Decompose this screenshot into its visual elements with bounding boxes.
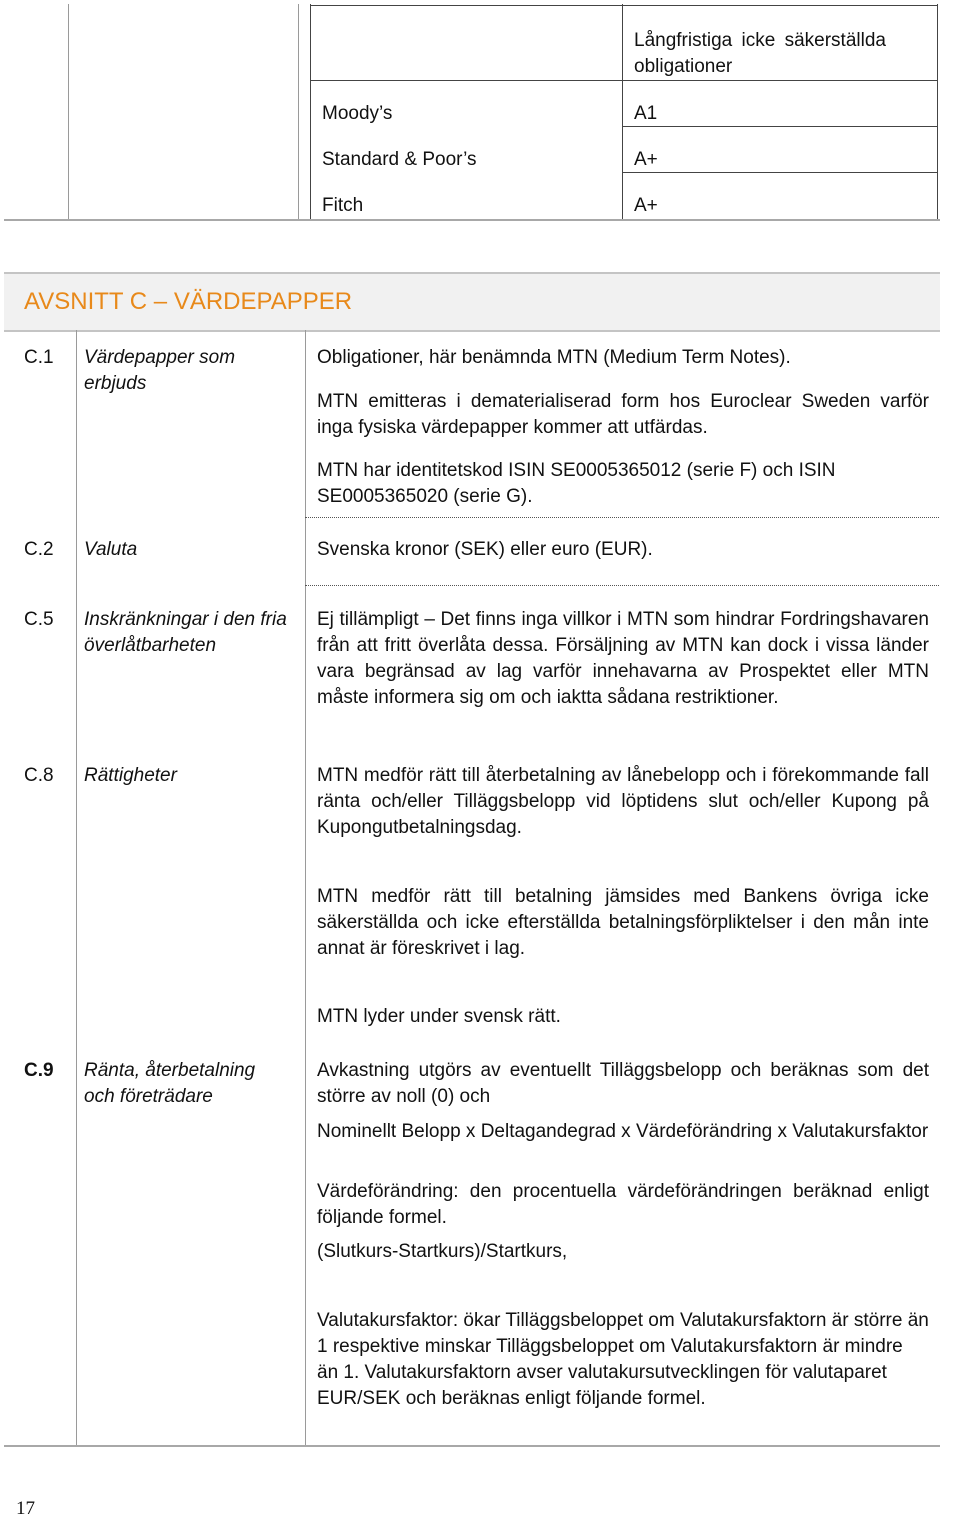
item-code: C.2: [24, 539, 54, 560]
row-divider: [305, 585, 939, 586]
item-label: Rättigheter: [84, 765, 177, 786]
table-rule: [310, 5, 938, 6]
ratings-agency: Fitch: [322, 195, 364, 216]
table-rule: [68, 4, 69, 220]
ratings-agency: Standard & Poor’s: [322, 149, 477, 170]
item-label: Valuta: [84, 539, 138, 560]
item-paragraph: Värdeförändring: den procentuella värdeförändringen beräknad enligt följande formel.: [317, 1181, 929, 1228]
table-rule: [76, 330, 77, 1446]
table-rule: [622, 126, 938, 127]
section-title: AVSNITT C – VÄRDEPAPPER: [24, 288, 353, 315]
item-code: C.9: [24, 1060, 54, 1081]
item-paragraph: MTN har identitetskod ISIN SE0005365012 (serie F) och ISIN SE0005365020 (serie G).: [317, 460, 836, 507]
ratings-value: A+: [634, 195, 658, 216]
item-paragraph: Avkastning utgörs av eventuellt Tilläggsbelopp och beräknas som det större av noll (0) och: [317, 1060, 929, 1107]
table-rule: [622, 172, 938, 173]
table-rule: [298, 4, 299, 220]
table-rule: [4, 219, 940, 221]
item-paragraph: MTN emitteras i dematerialiserad form hos Euroclear Sweden varför inga fysiska värdepapper kommer att utfärdas.: [317, 391, 929, 438]
item-code: C.8: [24, 765, 54, 786]
item-label: Värdepapper som erbjuds: [84, 347, 236, 394]
table-rule: [310, 4, 311, 220]
item-paragraph: MTN lyder under svensk rätt.: [317, 1006, 561, 1027]
item-paragraph: (Slutkurs-Startkurs)/Startkurs,: [317, 1241, 568, 1262]
table-rule: [310, 80, 938, 81]
item-paragraph: Ej tillämpligt – Det finns inga villkor i MTN som hindrar Fordringshavaren från att fritt överlåta dessa. Försäljning av MTN kan dock i vissa länder vara begränsad av lag varför innehavarna av Prospektet eller MTN måste informera sig om och iaktta sådana restriktioner.: [317, 609, 929, 708]
item-paragraph: Valutakursfaktor: ökar Tilläggsbeloppet om Valutakursfaktorn är större än 1 respektive minskar Tilläggsbeloppet om Valutakursfaktorn är mindre än 1. Valutakursfaktorn avser valutakursutvecklingen för valutaparet EUR/SEK och beräknas enligt följande formel.: [317, 1310, 929, 1409]
table-rule: [622, 4, 623, 220]
item-label: Inskränkningar i den fria överlåtbarheten: [84, 609, 287, 656]
table-rule: [305, 330, 306, 1446]
item-code: C.5: [24, 609, 54, 630]
ratings-header: Långfristiga icke säkerställda obligationer: [634, 30, 886, 77]
item-paragraph: MTN medför rätt till återbetalning av lånebelopp och i förekommande fall ränta och/eller Tilläggsbelopp vid löptidens slut och/eller Kupong på Kupongutbetalningsdag.: [317, 765, 929, 838]
item-paragraph: Obligationer, här benämnda MTN (Medium Term Notes).: [317, 347, 791, 368]
row-divider: [305, 517, 939, 518]
table-rule: [937, 4, 938, 220]
item-paragraph: Nominellt Belopp x Deltagandegrad x Värdeförändring x Valutakursfaktor: [317, 1121, 929, 1142]
item-code: C.1: [24, 347, 54, 368]
ratings-value: A+: [634, 149, 658, 170]
table-rule: [4, 1445, 940, 1447]
item-paragraph: MTN medför rätt till betalning jämsides med Bankens övriga icke säkerställda och icke efterställda betalningsförpliktelser i den mån inte annat är föreskrivet i lag.: [317, 886, 929, 959]
item-paragraph: Svenska kronor (SEK) eller euro (EUR).: [317, 539, 653, 560]
ratings-value: A1: [634, 103, 658, 124]
item-label: Ränta, återbetalning och företrädare: [84, 1060, 256, 1107]
ratings-agency: Moody’s: [322, 103, 393, 124]
page-number: 17: [16, 1498, 35, 1519]
